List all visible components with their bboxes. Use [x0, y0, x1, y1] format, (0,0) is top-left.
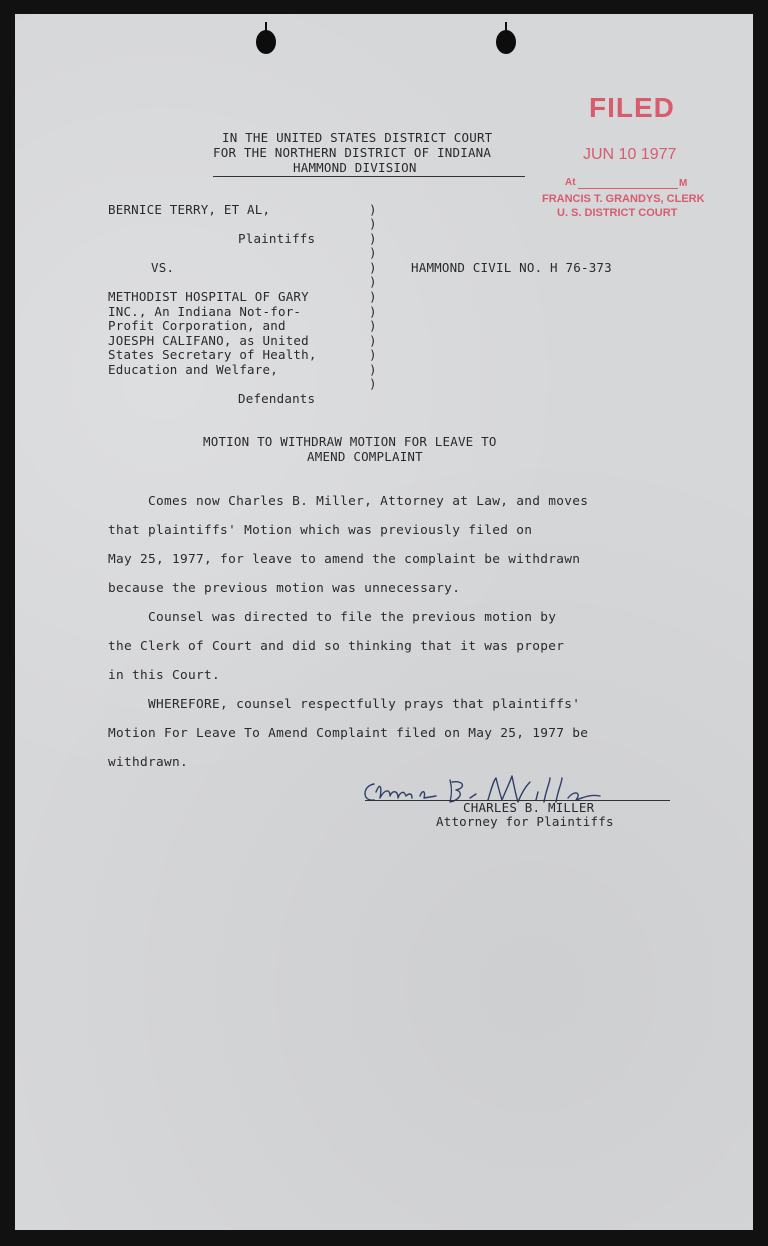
- defendant-line-1: METHODIST HOSPITAL OF GARY: [108, 289, 309, 304]
- body-line-8: WHEREFORE, counsel respectfully prays that plaintiffs': [108, 697, 581, 712]
- document-page: IN THE UNITED STATES DISTRICT COURT FOR THE NORTHERN DISTRICT OF INDIANA HAMMOND DIVISION FILED JUN 10 1977 At M FRANCIS T. GRANDYS, CLERK U. S. DISTRICT COURT BERNICE TERRY, ET AL, Plaintiffs VS. METHODIST HOSPITAL OF GARY INC., An Indiana Not-for- Profit Corporation, and JOESPH CALIFANO, as United States Secretary of Health, Education and Welfare, Defendants ) ) ) ) ) ) ) ) ) ) ) ) ) HAMMOND CIVIL NO. H 76-373 MOTION TO WITHDRAW MOTION FOR LEAVE TO AMEND COMPLAINT Comes now Charles B. Miller, Attorney at Law, and moves that plaintiffs' Motion which was previously filed on May 25, 1977, for leave to amend the complaint be withdrawn because the previous motion was unnecessary. Counsel was directed to file the previous motion by the Clerk of Court and did so thinking that it was proper in this Court. WHEREFORE, counsel respectfully prays that plaintiffs' Motion For Leave To Amend Complaint filed on May 25, 1977 be withdrawn. CHARLES B. MILLER Attorney for Plaintiffs: [15, 14, 753, 1230]
- defendant-line-5: States Secretary of Health,: [108, 347, 317, 362]
- stamp-at-line: [578, 188, 678, 189]
- stamp-m: M: [679, 178, 688, 189]
- versus: VS.: [151, 260, 175, 275]
- court-line-2: FOR THE NORTHERN DISTRICT OF INDIANA: [213, 145, 492, 160]
- filed-stamp: FILED: [589, 92, 675, 123]
- case-number: HAMMOND CIVIL NO. H 76-373: [411, 260, 612, 275]
- stamp-court: U. S. DISTRICT COURT: [557, 207, 678, 219]
- body-line-1: Comes now Charles B. Miller, Attorney at Law, and moves: [108, 494, 589, 509]
- motion-title-line-1: MOTION TO WITHDRAW MOTION FOR LEAVE TO: [203, 434, 497, 449]
- body-line-7: in this Court.: [108, 668, 221, 683]
- body-line-3: May 25, 1977, for leave to amend the complaint be withdrawn: [108, 552, 581, 567]
- body-line-6: the Clerk of Court and did so thinking that it was proper: [108, 639, 565, 654]
- body-line-4: because the previous motion was unnecessary.: [108, 581, 461, 596]
- stamp-clerk: FRANCIS T. GRANDYS, CLERK: [542, 193, 705, 205]
- punch-hole-left: [256, 30, 276, 54]
- defendant-line-3: Profit Corporation, and: [108, 318, 286, 333]
- defendant-line-6: Education and Welfare,: [108, 362, 278, 377]
- punch-hole-right: [496, 30, 516, 54]
- body-line-5: Counsel was directed to file the previous motion by: [108, 610, 557, 625]
- plaintiff-name: BERNICE TERRY, ET AL,: [108, 202, 271, 217]
- filed-date: JUN 10 1977: [583, 146, 677, 163]
- signer-role: Attorney for Plaintiffs: [436, 814, 614, 829]
- defendants-label: Defendants: [238, 391, 316, 406]
- defendant-line-2: INC., An Indiana Not-for-: [108, 304, 302, 319]
- motion-title-line-2: AMEND COMPLAINT: [307, 449, 423, 464]
- header-underline: [213, 176, 525, 177]
- body-line-9: Motion For Leave To Amend Complaint filed on May 25, 1977 be: [108, 726, 589, 741]
- court-line-1: IN THE UNITED STATES DISTRICT COURT: [222, 130, 493, 145]
- body-line-2: that plaintiffs' Motion which was previously filed on: [108, 523, 533, 538]
- defendant-line-4: JOESPH CALIFANO, as United: [108, 333, 309, 348]
- body-line-10: withdrawn.: [108, 755, 189, 770]
- plaintiffs-label: Plaintiffs: [238, 231, 316, 246]
- court-line-3: HAMMOND DIVISION: [293, 160, 417, 175]
- stamp-at: At: [565, 177, 576, 188]
- signer-name: CHARLES B. MILLER: [463, 800, 595, 815]
